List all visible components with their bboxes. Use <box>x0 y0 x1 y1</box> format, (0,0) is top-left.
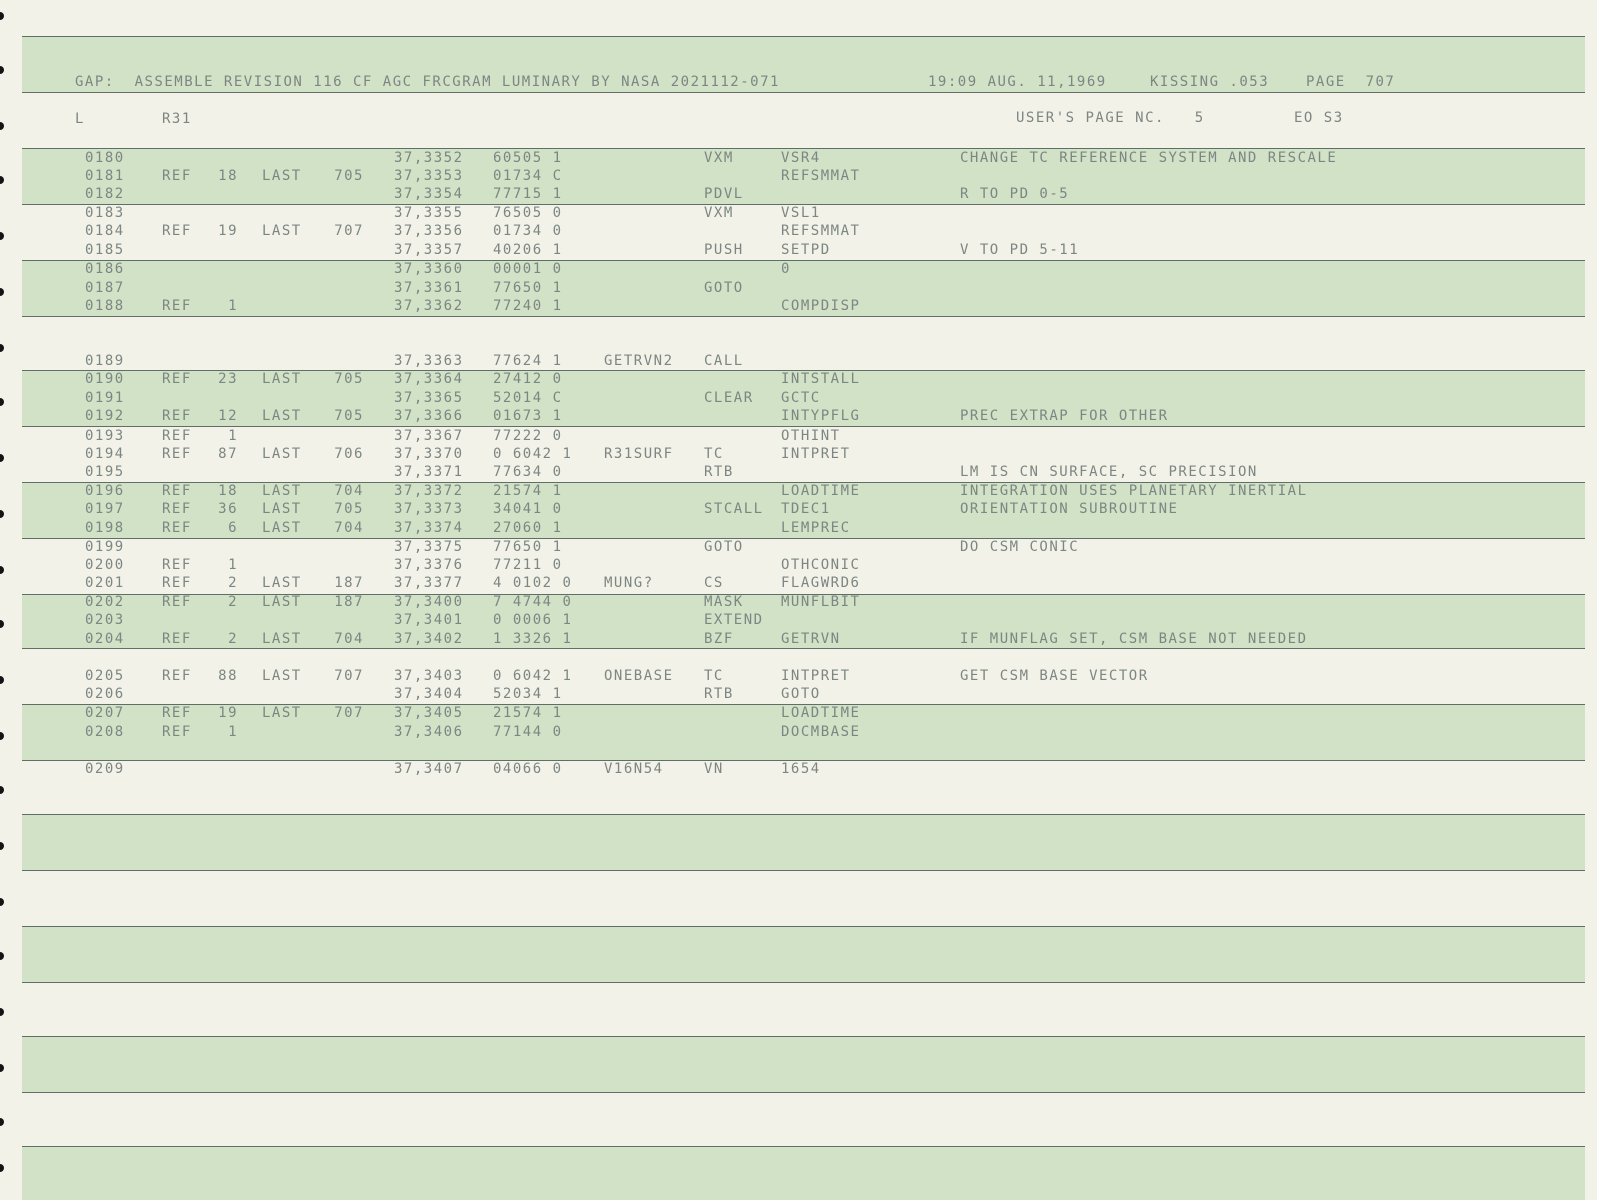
line-number: 0189 <box>85 353 125 369</box>
memory-address: 37,3404 <box>394 686 464 702</box>
octal-code: 21574 1 <box>493 483 563 499</box>
memory-address: 37,3401 <box>394 612 464 628</box>
ref-keyword: REF <box>162 446 192 462</box>
octal-code: 0 6042 1 <box>493 446 573 462</box>
memory-address: 37,3357 <box>394 242 464 258</box>
operand: 0 <box>781 261 791 277</box>
operand: OTHINT <box>781 428 841 444</box>
last-page: 705 <box>334 371 364 387</box>
divider <box>22 870 1585 871</box>
ref-keyword: REF <box>162 223 192 239</box>
comment: V TO PD 5-11 <box>960 242 1080 258</box>
last-keyword: LAST <box>262 520 302 536</box>
operand: GOTO <box>781 686 821 702</box>
kissing-label: KISSING .053 <box>1150 74 1270 90</box>
listing-row <box>0 427 1597 445</box>
ref-keyword: REF <box>162 408 192 424</box>
last-page: 706 <box>334 446 364 462</box>
memory-address: 37,3363 <box>394 353 464 369</box>
users-page-number: USER'S PAGE NC. 5 <box>1016 110 1205 126</box>
ref-count: 6 <box>228 520 238 536</box>
line-number: 0203 <box>85 612 125 628</box>
ref-keyword: REF <box>162 428 192 444</box>
octal-code: 77715 1 <box>493 186 563 202</box>
line-number: 0187 <box>85 280 125 296</box>
memory-address: 37,3362 <box>394 298 464 314</box>
line-number: 0194 <box>85 446 125 462</box>
operand: REFSMMAT <box>781 168 861 184</box>
opcode: BZF <box>704 631 734 647</box>
last-keyword: LAST <box>262 501 302 517</box>
listing-row <box>0 352 1597 370</box>
line-number: 0185 <box>85 242 125 258</box>
line-number: 0191 <box>85 390 125 406</box>
ref-count: 19 <box>218 223 238 239</box>
ref-keyword: REF <box>162 557 192 573</box>
symbol-label: V16N54 <box>604 761 664 777</box>
comment: R TO PD 0-5 <box>960 186 1070 202</box>
last-page: 707 <box>334 705 364 721</box>
section-code: EO S3 <box>1294 110 1344 126</box>
opcode: GOTO <box>704 539 744 555</box>
listing-row <box>0 519 1597 537</box>
line-number: 0184 <box>85 223 125 239</box>
comment: ORIENTATION SUBROUTINE <box>960 501 1179 517</box>
opcode: VN <box>704 761 724 777</box>
listing-row <box>0 593 1597 611</box>
last-page: 707 <box>334 668 364 684</box>
memory-address: 37,3372 <box>394 483 464 499</box>
ref-count: 18 <box>218 483 238 499</box>
opcode: GOTO <box>704 280 744 296</box>
octal-code: 77144 0 <box>493 724 563 740</box>
octal-code: 01734 0 <box>493 223 563 239</box>
feed-hole <box>0 1118 4 1126</box>
symbol-label: ONEBASE <box>604 668 674 684</box>
ref-count: 1 <box>228 298 238 314</box>
memory-address: 37,3366 <box>394 408 464 424</box>
octal-code: 40206 1 <box>493 242 563 258</box>
listing-row <box>0 204 1597 222</box>
listing-row <box>0 760 1597 778</box>
octal-code: 77650 1 <box>493 539 563 555</box>
operand: DOCMBASE <box>781 724 861 740</box>
comment: INTEGRATION USES PLANETARY INERTIAL <box>960 483 1308 499</box>
divider <box>22 926 1585 927</box>
listing-row <box>0 463 1597 481</box>
listing-row <box>0 149 1597 167</box>
listing-row <box>0 685 1597 703</box>
memory-address: 37,3367 <box>394 428 464 444</box>
feed-hole <box>0 66 4 74</box>
line-number: 0207 <box>85 705 125 721</box>
line-number: 0200 <box>85 557 125 573</box>
green-bar <box>22 1146 1585 1200</box>
line-number: 0204 <box>85 631 125 647</box>
operand: GCTC <box>781 390 821 406</box>
opcode: RTB <box>704 686 734 702</box>
operand: REFSMMAT <box>781 223 861 239</box>
ref-keyword: REF <box>162 724 192 740</box>
octal-code: 04066 0 <box>493 761 563 777</box>
opcode: MASK <box>704 594 744 610</box>
memory-address: 37,3352 <box>394 150 464 166</box>
memory-address: 37,3373 <box>394 501 464 517</box>
ref-count: 18 <box>218 168 238 184</box>
memory-address: 37,3406 <box>394 724 464 740</box>
octal-code: 77211 0 <box>493 557 563 573</box>
divider <box>22 92 1585 93</box>
opcode: TC <box>704 668 724 684</box>
listing-row <box>0 556 1597 574</box>
comment: DO CSM CONIC <box>960 539 1080 555</box>
line-number: 0209 <box>85 761 125 777</box>
octal-code: 0 0006 1 <box>493 612 573 628</box>
last-page: 705 <box>334 168 364 184</box>
memory-address: 37,3377 <box>394 575 464 591</box>
feed-hole <box>0 952 4 960</box>
operand: LOADTIME <box>781 483 861 499</box>
line-number: 0183 <box>85 205 125 221</box>
line-number: 0208 <box>85 724 125 740</box>
last-page: 187 <box>334 575 364 591</box>
last-keyword: LAST <box>262 223 302 239</box>
listing-row <box>0 482 1597 500</box>
last-page: 704 <box>334 483 364 499</box>
opcode: CALL <box>704 353 744 369</box>
operand: INTPRET <box>781 446 851 462</box>
comment: GET CSM BASE VECTOR <box>960 668 1149 684</box>
listing-row <box>0 445 1597 463</box>
last-page: 705 <box>334 501 364 517</box>
octal-code: 01673 1 <box>493 408 563 424</box>
opcode: PUSH <box>704 242 744 258</box>
last-page: 704 <box>334 520 364 536</box>
last-keyword: LAST <box>262 594 302 610</box>
line-number: 0199 <box>85 539 125 555</box>
operand: LOADTIME <box>781 705 861 721</box>
listing-row <box>0 260 1597 278</box>
line-number: 0181 <box>85 168 125 184</box>
ref-count: 2 <box>228 594 238 610</box>
line-number: 0201 <box>85 575 125 591</box>
feed-hole <box>0 842 4 850</box>
listing-row <box>0 389 1597 407</box>
line-number: 0202 <box>85 594 125 610</box>
listing-row <box>0 297 1597 315</box>
comment: IF MUNFLAG SET, CSM BASE NOT NEEDED <box>960 631 1308 647</box>
green-bar <box>22 926 1585 982</box>
ref-count: 2 <box>228 631 238 647</box>
divider <box>22 1092 1585 1093</box>
divider <box>22 982 1585 983</box>
line-number: 0192 <box>85 408 125 424</box>
feed-hole <box>0 1008 4 1016</box>
listing-row <box>0 723 1597 741</box>
ref-count: 36 <box>218 501 238 517</box>
octal-code: 52014 C <box>493 390 563 406</box>
ref-keyword: REF <box>162 594 192 610</box>
octal-code: 77634 0 <box>493 464 563 480</box>
ref-count: 87 <box>218 446 238 462</box>
listing-row <box>0 538 1597 556</box>
memory-address: 37,3370 <box>394 446 464 462</box>
last-page: 187 <box>334 594 364 610</box>
feed-hole <box>0 12 4 20</box>
line-number: 0197 <box>85 501 125 517</box>
last-page: 705 <box>334 408 364 424</box>
memory-address: 37,3376 <box>394 557 464 573</box>
octal-code: 77240 1 <box>493 298 563 314</box>
operand: TDEC1 <box>781 501 831 517</box>
listing-type: L <box>75 111 85 127</box>
operand: VSL1 <box>781 205 821 221</box>
ref-keyword: REF <box>162 575 192 591</box>
line-number: 0182 <box>85 186 125 202</box>
ref-count: 2 <box>228 575 238 591</box>
ref-keyword: REF <box>162 501 192 517</box>
line-number: 0196 <box>85 483 125 499</box>
last-keyword: LAST <box>262 408 302 424</box>
listing-row <box>0 241 1597 259</box>
memory-address: 37,3364 <box>394 371 464 387</box>
octal-code: 34041 0 <box>493 501 563 517</box>
octal-code: 21574 1 <box>493 705 563 721</box>
listing-row <box>0 611 1597 629</box>
line-number: 0190 <box>85 371 125 387</box>
octal-code: 77222 0 <box>493 428 563 444</box>
listing-row <box>0 370 1597 388</box>
memory-address: 37,3354 <box>394 186 464 202</box>
ref-keyword: REF <box>162 668 192 684</box>
octal-code: 01734 C <box>493 168 563 184</box>
memory-address: 37,3360 <box>394 261 464 277</box>
last-page: 704 <box>334 631 364 647</box>
ref-keyword: REF <box>162 298 192 314</box>
ref-keyword: REF <box>162 483 192 499</box>
octal-code: 1 3326 1 <box>493 631 573 647</box>
memory-address: 37,3365 <box>394 390 464 406</box>
divider <box>22 814 1585 815</box>
last-keyword: LAST <box>262 483 302 499</box>
listing-row <box>0 185 1597 203</box>
operand: LEMPREC <box>781 520 851 536</box>
octal-code: 27060 1 <box>493 520 563 536</box>
operand: MUNFLBIT <box>781 594 861 610</box>
octal-code: 77624 1 <box>493 353 563 369</box>
line-number: 0195 <box>85 464 125 480</box>
feed-hole <box>0 898 4 906</box>
operand: 1654 <box>781 761 821 777</box>
last-keyword: LAST <box>262 631 302 647</box>
divider <box>22 648 1585 649</box>
line-number: 0193 <box>85 428 125 444</box>
memory-address: 37,3374 <box>394 520 464 536</box>
octal-code: 27412 0 <box>493 371 563 387</box>
operand: INTPRET <box>781 668 851 684</box>
operand: OTHCONIC <box>781 557 861 573</box>
ref-keyword: REF <box>162 168 192 184</box>
routine-name: R31 <box>162 111 192 127</box>
line-number: 0205 <box>85 668 125 684</box>
divider <box>22 1036 1585 1037</box>
memory-address: 37,3405 <box>394 705 464 721</box>
memory-address: 37,3375 <box>394 539 464 555</box>
octal-code: 0 6042 1 <box>493 668 573 684</box>
line-number: 0188 <box>85 298 125 314</box>
last-keyword: LAST <box>262 575 302 591</box>
line-number: 0198 <box>85 520 125 536</box>
ref-count: 23 <box>218 371 238 387</box>
memory-address: 37,3361 <box>394 280 464 296</box>
feed-hole <box>0 1064 4 1072</box>
comment: PREC EXTRAP FOR OTHER <box>960 408 1169 424</box>
last-keyword: LAST <box>262 705 302 721</box>
octal-code: 52034 1 <box>493 686 563 702</box>
ref-keyword: REF <box>162 705 192 721</box>
opcode: VXM <box>704 205 734 221</box>
octal-code: 77650 1 <box>493 280 563 296</box>
last-keyword: LAST <box>262 168 302 184</box>
operand: VSR4 <box>781 150 821 166</box>
memory-address: 37,3371 <box>394 464 464 480</box>
opcode: RTB <box>704 464 734 480</box>
ref-keyword: REF <box>162 371 192 387</box>
opcode: EXTEND <box>704 612 764 628</box>
page-number: PAGE 707 <box>1306 74 1396 90</box>
operand: SETPD <box>781 242 831 258</box>
operand: COMPDISP <box>781 298 861 314</box>
print-timestamp: 19:09 AUG. 11,1969 <box>928 74 1107 90</box>
last-keyword: LAST <box>262 668 302 684</box>
opcode: STCALL <box>704 501 764 517</box>
line-number: 0180 <box>85 150 125 166</box>
line-number: 0186 <box>85 261 125 277</box>
operand: GETRVN <box>781 631 841 647</box>
memory-address: 37,3403 <box>394 668 464 684</box>
ref-keyword: REF <box>162 631 192 647</box>
feed-hole <box>0 786 4 794</box>
opcode: CS <box>704 575 724 591</box>
divider <box>22 36 1585 37</box>
feed-hole <box>0 122 4 130</box>
ref-count: 1 <box>228 724 238 740</box>
opcode: PDVL <box>704 186 744 202</box>
listing-row <box>0 630 1597 648</box>
divider <box>22 1146 1585 1147</box>
symbol-label: R31SURF <box>604 446 674 462</box>
octal-code: 60505 1 <box>493 150 563 166</box>
memory-address: 37,3400 <box>394 594 464 610</box>
listing-row <box>0 574 1597 592</box>
last-keyword: LAST <box>262 446 302 462</box>
opcode: TC <box>704 446 724 462</box>
octal-code: 4 0102 0 <box>493 575 573 591</box>
last-keyword: LAST <box>262 371 302 387</box>
green-bar <box>22 814 1585 870</box>
ref-count: 19 <box>218 705 238 721</box>
opcode: CLEAR <box>704 390 754 406</box>
green-bar <box>22 1036 1585 1092</box>
memory-address: 37,3407 <box>394 761 464 777</box>
symbol-label: MUNG? <box>604 575 654 591</box>
octal-code: 7 4744 0 <box>493 594 573 610</box>
listing-row <box>0 167 1597 185</box>
divider <box>22 316 1585 317</box>
listing-row <box>0 279 1597 297</box>
listing-row <box>0 407 1597 425</box>
operand: FLAGWRD6 <box>781 575 861 591</box>
line-number: 0206 <box>85 686 125 702</box>
ref-count: 12 <box>218 408 238 424</box>
octal-code: 76505 0 <box>493 205 563 221</box>
opcode: VXM <box>704 150 734 166</box>
feed-hole <box>0 344 4 352</box>
comment: LM IS CN SURFACE, SC PRECISION <box>960 464 1258 480</box>
listing-row <box>0 222 1597 240</box>
memory-address: 37,3353 <box>394 168 464 184</box>
octal-code: 00001 0 <box>493 261 563 277</box>
assembly-title: GAP: ASSEMBLE REVISION 116 CF AGC FRCGRAM LUMINARY BY NASA 2021112-071 <box>75 74 780 90</box>
operand: INTSTALL <box>781 371 861 387</box>
symbol-label: GETRVN2 <box>604 353 674 369</box>
feed-hole <box>0 1164 4 1172</box>
operand: INTYPFLG <box>781 408 861 424</box>
memory-address: 37,3402 <box>394 631 464 647</box>
last-page: 707 <box>334 223 364 239</box>
listing-row <box>0 667 1597 685</box>
comment: CHANGE TC REFERENCE SYSTEM AND RESCALE <box>960 150 1338 166</box>
memory-address: 37,3356 <box>394 223 464 239</box>
ref-count: 88 <box>218 668 238 684</box>
listing-row <box>0 500 1597 518</box>
listing-row <box>0 704 1597 722</box>
memory-address: 37,3355 <box>394 205 464 221</box>
ref-count: 1 <box>228 557 238 573</box>
ref-count: 1 <box>228 428 238 444</box>
ref-keyword: REF <box>162 520 192 536</box>
